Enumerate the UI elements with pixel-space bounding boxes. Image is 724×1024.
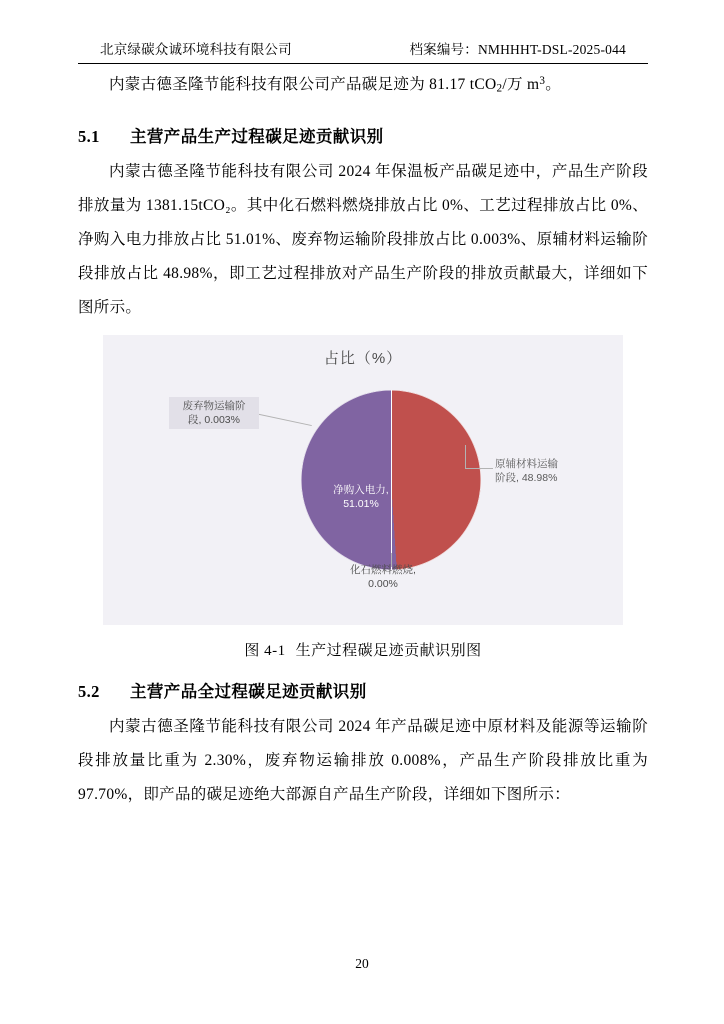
pie-label-fossil-line2: 0.00% [368,578,398,591]
pie-label-waste-line2: 段, 0.003% [188,414,240,427]
pie-label-mat-line2: 阶段, 48.98% [495,472,558,485]
pie-slice-divider [391,390,393,570]
intro-paragraph [78,64,648,105]
pie-label-fossil-line1: 化石燃料燃烧, [350,564,416,577]
header-archive-label: 档案编号： [409,42,478,57]
pie-label-elec-line1: 净购入电力, [333,484,389,497]
intro-text-end: 。 [545,76,562,94]
section-title-5-2: 主营产品全过程碳足迹贡献识别 [130,682,367,702]
leader-line-material-horizontal [465,468,493,469]
section-heading-5-2 [78,678,648,702]
page-content [78,38,648,812]
header-company: 北京绿碳众诚环境科技有限公司 [100,42,292,57]
page-header [78,38,648,63]
section-5-2-paragraph: 内蒙古德圣隆节能科技有限公司 2024 年产品碳足迹中原材料及能源等运输阶段排放量比重为 2.30%，废弃物运输排放 0.008%，产品生产阶段排放比重为 97.70%，即产品的碳足迹绝大部源自产品生产阶段，详细如下图所示： [78,718,648,804]
pie-label-waste-line1: 废弃物运输阶 [182,400,246,413]
section-heading-5-1 [78,123,648,147]
figure-caption-number: 图 4-1 [244,643,286,660]
intro-sup: 3 [539,75,546,87]
chart-title: 占比（%） [323,350,403,368]
pie-label-fossil-fuel [331,563,435,591]
figure-caption-text: 生产过程碳足迹贡献识别图 [295,643,482,660]
pie-label-waste-transport [169,397,259,429]
intro-text-pre: 内蒙古德圣隆节能科技有限公司产品碳足迹为 81.17 tCO [109,76,497,94]
leader-line-waste [255,413,312,426]
intro-text-mid: /万 m [502,76,540,94]
header-archive-number: NMHHHT-DSL-2025-044 [477,42,626,57]
page-number: 20 [355,956,369,971]
pie-label-elec-line2: 51.01% [343,498,379,511]
header-archive [409,38,626,58]
pie-plot-area [103,335,623,625]
pie-label-material-transport [495,457,591,485]
pie-label-mat-line1: 原辅材料运输 [495,458,558,471]
pie-label-purchased-electricity [321,483,401,511]
section-title-5-1: 主营产品生产过程碳足迹贡献识别 [130,127,384,147]
section-number-5-2: 5.2 [78,682,100,702]
leader-line-material-vertical [465,445,466,469]
intro-sub: 2 [496,82,503,95]
section-5-1-paragraph: 内蒙古德圣隆节能科技有限公司 2024 年保温板产品碳足迹中，产品生产阶段排放量为 1381.15tCO₂。其中化石燃料燃烧排放占比 0%、工艺过程排放占比 0%、净购入电力排放占比 51.01%、废弃物运输阶段排放占比 0.003%、原辅材料运输阶段排放占比 48.98%，即工艺过程排放对产品生产阶段的排放贡献最大，详细如下图所示。 [78,163,648,317]
figure-caption [78,639,648,660]
section-number-5-1: 5.1 [78,127,100,147]
pie-chart [103,335,623,625]
